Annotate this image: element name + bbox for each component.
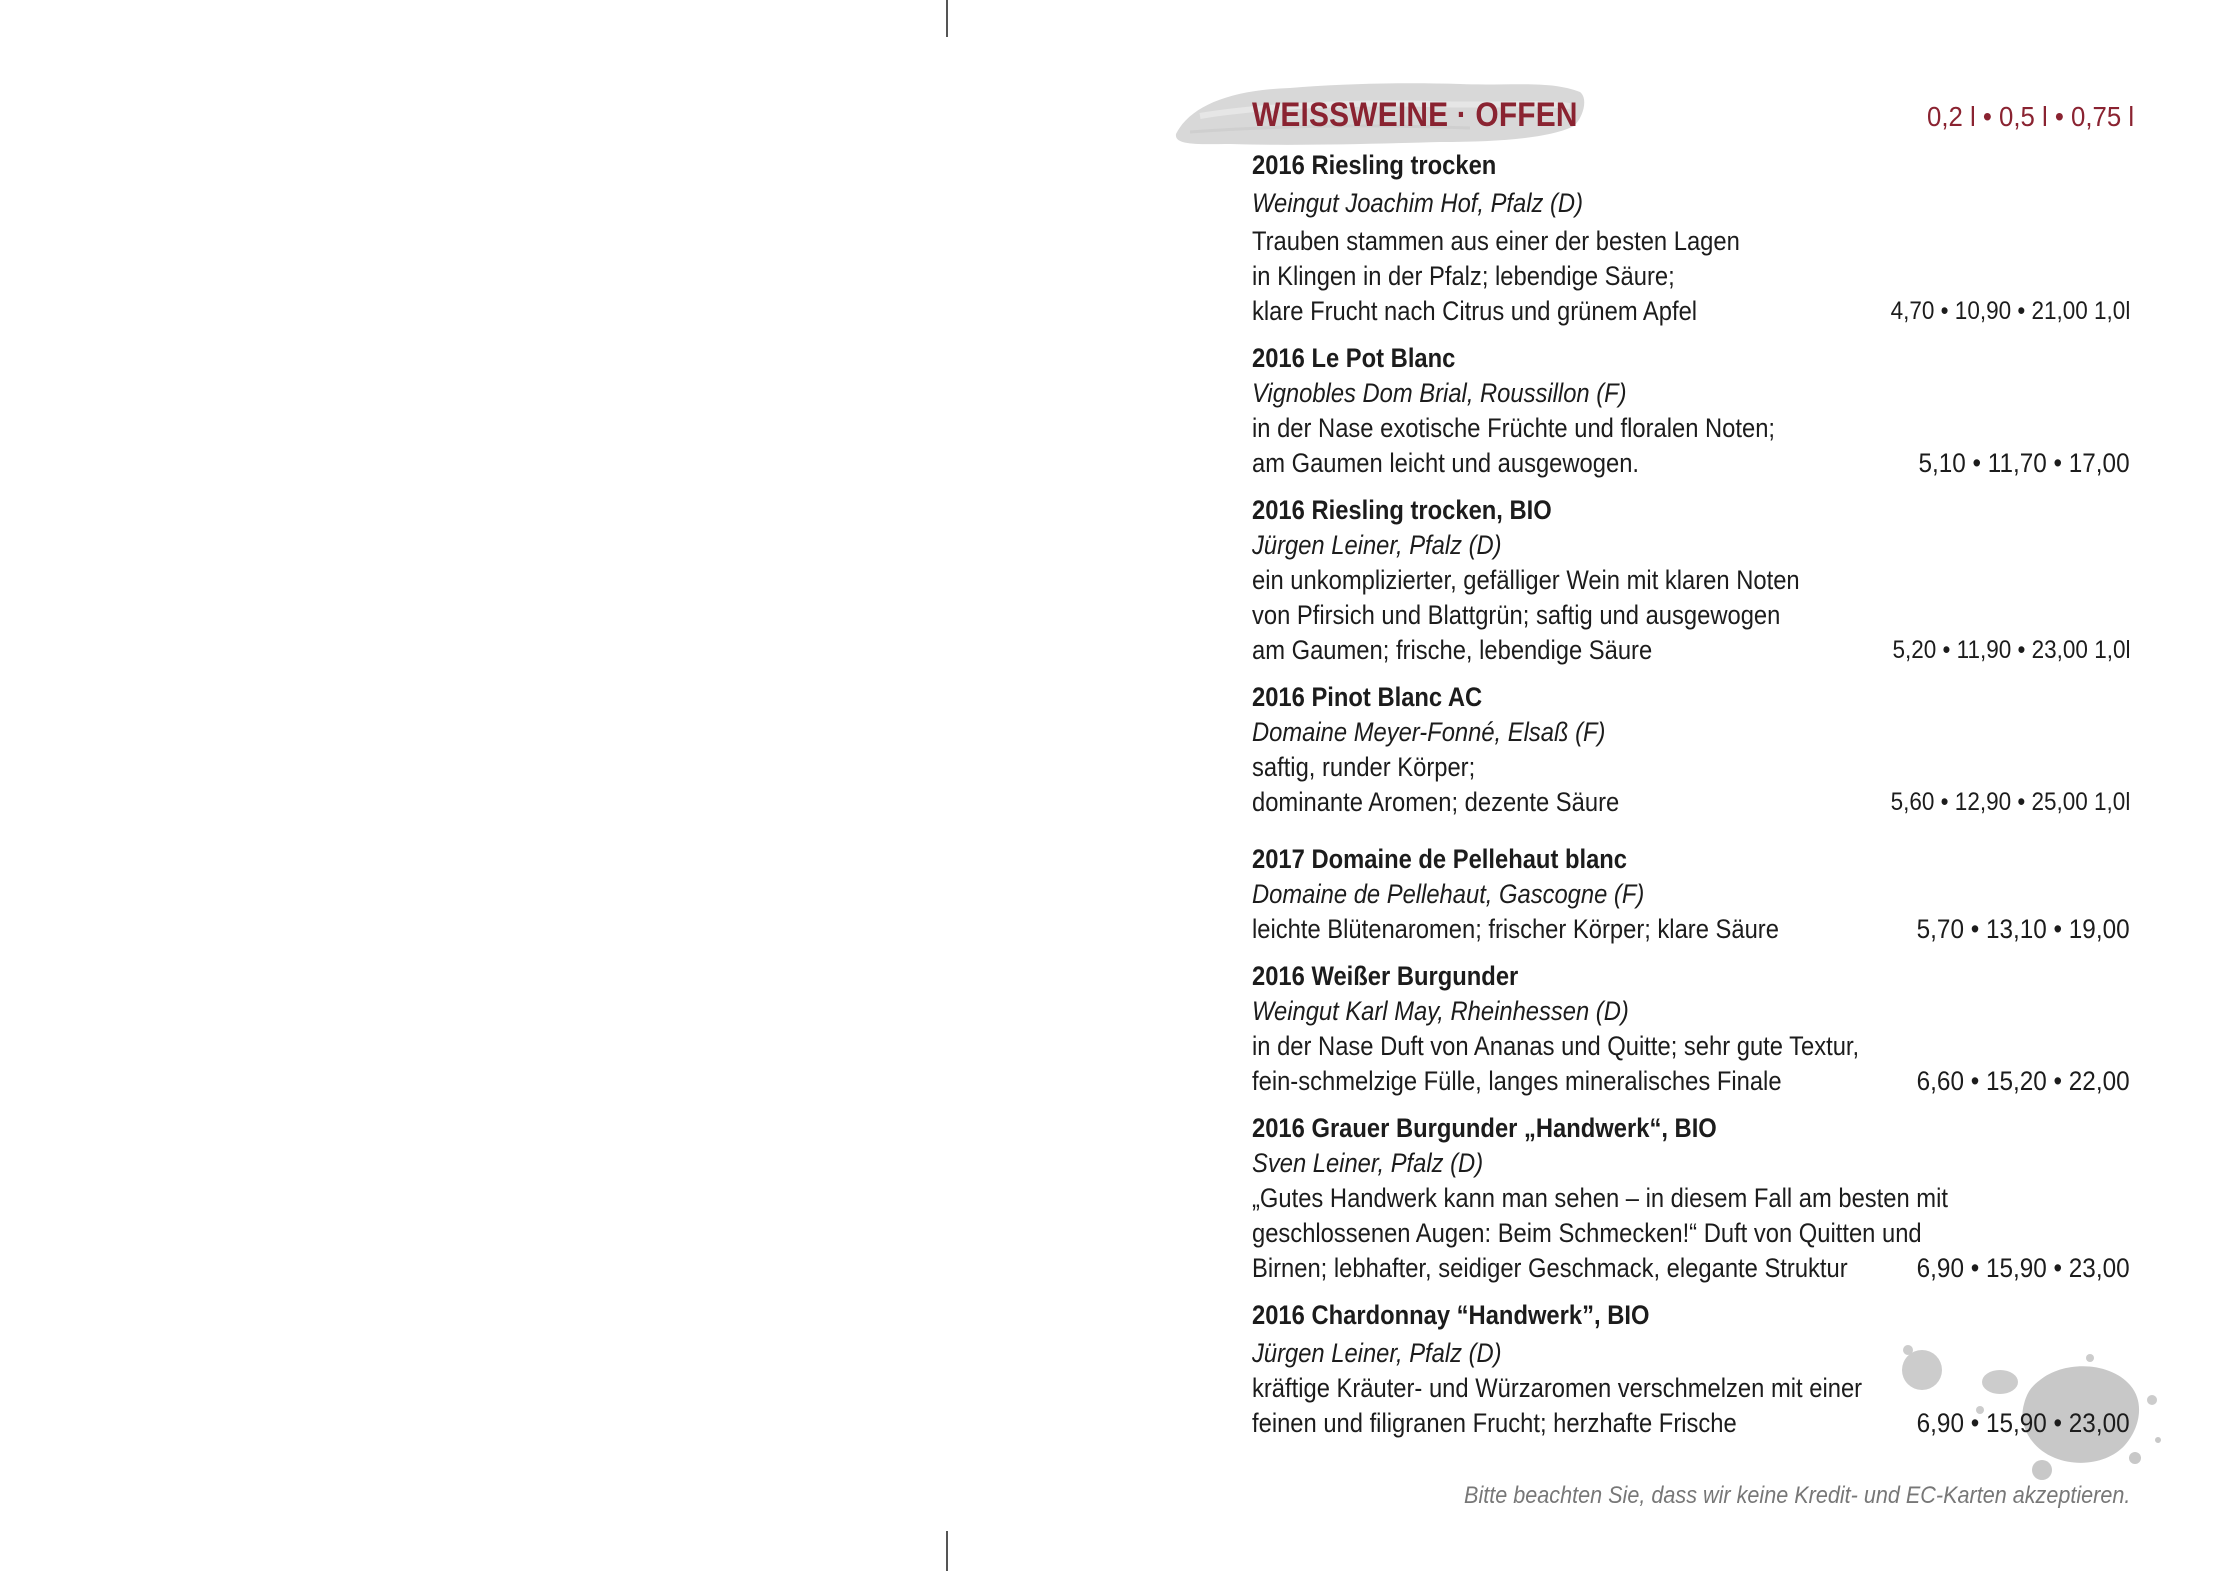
wine-entry xyxy=(1252,959,2130,1099)
wine-name: 2016 Le Pot Blanc xyxy=(1252,343,1456,373)
volume-units: 0,2 l • 0,5 l • 0,75 l xyxy=(1926,101,2134,132)
wine-description-line: Birnen; lebhafter, seidiger Geschmack, elegante Struktur xyxy=(1252,1253,1848,1283)
wine-name: 2017 Domaine de Pellehaut blanc xyxy=(1252,844,1628,874)
wine-producer: Domaine de Pellehaut, Gascogne (F) xyxy=(1252,879,1645,909)
wine-description-line: geschlossenen Augen: Beim Schmecken!“ Duft von Quitten und xyxy=(1252,1218,1922,1248)
wine-description-line: dominante Aromen; dezente Säure xyxy=(1252,787,1620,817)
wine-description-line: saftig, runder Körper; xyxy=(1252,752,1476,782)
wine-entry xyxy=(1252,680,2130,820)
wine-producer: Weingut Joachim Hof, Pfalz (D) xyxy=(1252,188,1584,218)
wine-name: 2016 Grauer Burgunder „Handwerk“, BIO xyxy=(1252,1113,1717,1143)
wine-description-line: in Klingen in der Pfalz; lebendige Säure; xyxy=(1252,261,1675,291)
wine-prices: 5,60 • 12,90 • 25,00 1,0l xyxy=(1890,788,2130,816)
wine-producer: Weingut Karl May, Rheinhessen (D) xyxy=(1252,996,1629,1026)
wine-producer: Sven Leiner, Pfalz (D) xyxy=(1252,1148,1484,1178)
wine-prices: 4,70 • 10,90 • 21,00 1,0l xyxy=(1890,297,2130,325)
wine-name: 2016 Riesling trocken, BIO xyxy=(1252,495,1552,525)
wine-description-line: klare Frucht nach Citrus und grünem Apfel xyxy=(1252,296,1698,326)
wine-entry xyxy=(1252,1298,2130,1441)
wine-description-line: fein-schmelzige Fülle, langes mineralisches Finale xyxy=(1252,1066,1782,1096)
wine-description-line: „Gutes Handwerk kann man sehen – in diesem Fall am besten mit xyxy=(1252,1183,1948,1213)
wine-description-line: feinen und filigranen Frucht; herzhafte Frische xyxy=(1252,1408,1737,1438)
wine-producer: Vignobles Dom Brial, Roussillon (F) xyxy=(1252,378,1627,408)
wine-prices: 5,70 • 13,10 • 19,00 xyxy=(1917,914,2130,944)
wine-entry xyxy=(1252,842,2130,947)
wine-menu xyxy=(1252,96,2134,1441)
fold-mark-bottom xyxy=(946,1531,948,1571)
section-title: WEISSWEINE · OFFEN xyxy=(1252,96,1578,134)
wine-prices: 5,20 • 11,90 • 23,00 1,0l xyxy=(1891,636,2130,664)
payment-notice: Bitte beachten Sie, dass wir keine Kredit- und EC-Karten akzeptieren. xyxy=(1463,1482,2130,1509)
wine-entry xyxy=(1252,1111,2130,1286)
wine-name: 2016 Weißer Burgunder xyxy=(1252,961,1519,991)
wine-description-line: von Pfirsich und Blattgrün; saftig und ausgewogen xyxy=(1252,600,1781,630)
wine-description-line: in der Nase Duft von Ananas und Quitte; sehr gute Textur, xyxy=(1252,1031,1860,1061)
wine-description-line: am Gaumen leicht und ausgewogen. xyxy=(1252,448,1640,478)
wine-name: 2016 Chardonnay “Handwerk”, BIO xyxy=(1252,1300,1650,1330)
wine-description-line: leichte Blütenaromen; frischer Körper; klare Säure xyxy=(1252,914,1779,944)
wine-producer: Jürgen Leiner, Pfalz (D) xyxy=(1252,530,1502,560)
wine-entry xyxy=(1252,148,2130,329)
fold-mark-top xyxy=(946,0,948,37)
wine-entry xyxy=(1252,493,2130,668)
wine-description-line: in der Nase exotische Früchte und floralen Noten; xyxy=(1252,413,1776,443)
wine-prices: 6,60 • 15,20 • 22,00 xyxy=(1917,1066,2130,1096)
wine-name: 2016 Riesling trocken xyxy=(1252,150,1497,180)
wine-producer: Domaine Meyer-Fonné, Elsaß (F) xyxy=(1252,717,1606,747)
wine-description-line: Trauben stammen aus einer der besten Lagen xyxy=(1252,226,1740,256)
wine-description-line: ein unkomplizierter, gefälliger Wein mit klaren Noten xyxy=(1252,565,1800,595)
wine-name: 2016 Pinot Blanc AC xyxy=(1252,682,1483,712)
wine-producer: Jürgen Leiner, Pfalz (D) xyxy=(1252,1338,1502,1368)
wine-prices: 6,90 • 15,90 • 23,00 xyxy=(1917,1253,2130,1283)
wine-prices: 5,10 • 11,70 • 17,00 xyxy=(1918,448,2130,478)
wine-prices: 6,90 • 15,90 • 23,00 xyxy=(1917,1408,2130,1438)
wine-description-line: am Gaumen; frische, lebendige Säure xyxy=(1252,635,1653,665)
wine-description-line: kräftige Kräuter- und Würzaromen verschmelzen mit einer xyxy=(1252,1373,1863,1403)
menu-header xyxy=(1252,96,2134,144)
wine-entry xyxy=(1252,341,2130,481)
